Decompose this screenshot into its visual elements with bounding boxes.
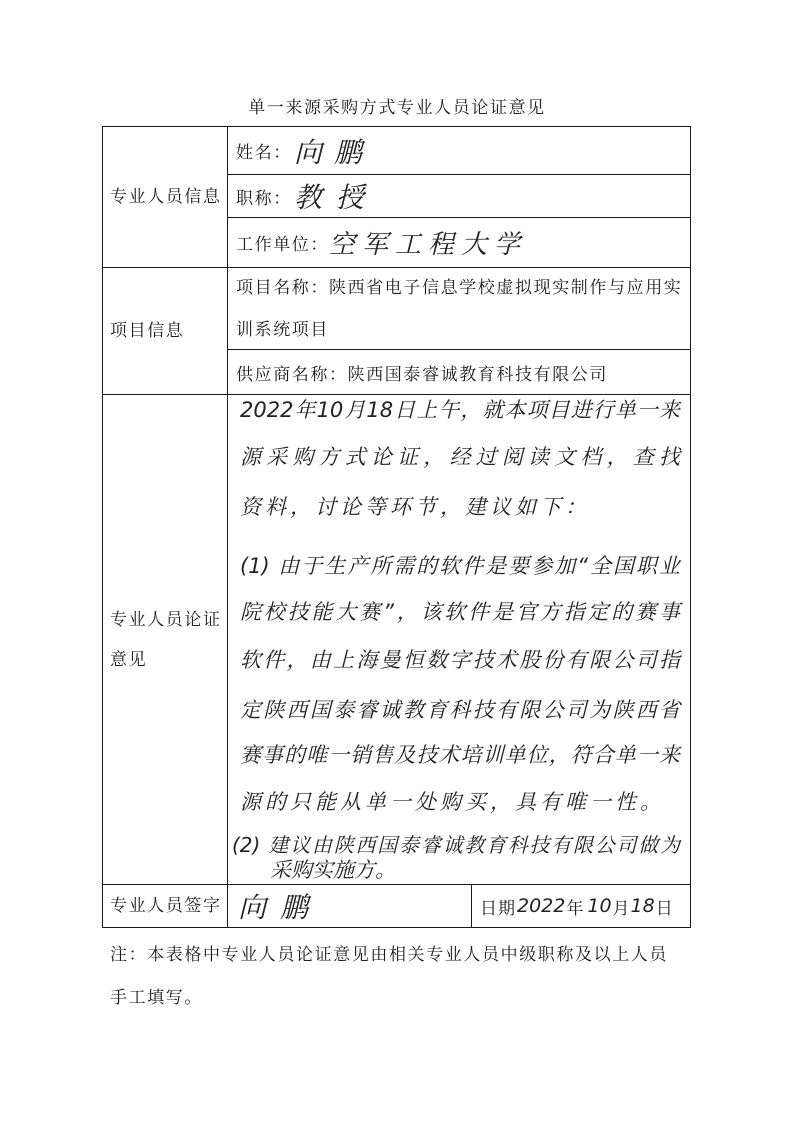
opinion-line: (2) 建议由陕西国泰睿诚教育科技有限公司做为 xyxy=(232,833,680,857)
signature-label: 专业人员签字 xyxy=(110,896,222,916)
opinion-line: 源的只能从单一处购买，具有唯一性。 xyxy=(240,790,665,814)
job-title-handwritten-value: 教授 xyxy=(293,181,378,214)
expert-info-label: 专业人员信息 xyxy=(110,187,222,207)
opinion-line: (1) 由于生产所需的软件是要参加“全国职业 xyxy=(240,554,680,578)
opinion-section xyxy=(103,395,228,885)
project-name-value-part-1: 陕西省电子信息学校虚拟现实制作与应用实 xyxy=(329,277,683,298)
project-name-label: 项目名称： xyxy=(236,277,329,298)
date-month-handwritten: 10 xyxy=(587,895,612,917)
opinion-line: 采购实施方。 xyxy=(270,858,396,882)
opinion-line: 2022年10月18日上午，就本项目进行单一来 xyxy=(240,398,680,422)
opinion-line: 源采购方式论证，经过阅读文档，查找 xyxy=(240,445,680,469)
supplier-value: 陕西国泰睿诚教育科技有限公司 xyxy=(347,364,609,385)
work-unit-row xyxy=(228,218,691,268)
opinion-line: 赛事的唯一销售及技术培训单位，符合单一来 xyxy=(240,743,680,767)
project-name-line-1 xyxy=(236,267,690,309)
opinion-label-line-2: 意见 xyxy=(110,649,148,670)
project-info-label: 项目信息 xyxy=(110,321,185,341)
opinion-label-line-1: 专业人员论证 xyxy=(110,609,222,630)
opinion-line: 定陕西国泰睿诚教育科技有限公司为陕西省 xyxy=(240,698,680,722)
project-name-value-part-2: 训系统项目 xyxy=(236,319,329,340)
supplier-row xyxy=(228,350,691,395)
document-title: 单一来源采购方式专业人员论证意见 xyxy=(248,98,546,118)
project-info-section xyxy=(103,268,228,395)
signature-section xyxy=(103,885,228,928)
opinion-line: 软件，由上海曼恒数字技术股份有限公司指 xyxy=(240,648,680,672)
project-name-line-2 xyxy=(236,309,690,351)
opinion-line: 院校技能大赛”，该软件是官方指定的赛事 xyxy=(240,600,680,624)
form-table xyxy=(102,126,691,928)
work-unit-handwritten-value: 空军工程大学 xyxy=(329,230,528,260)
name-row xyxy=(228,127,691,175)
supplier-label: 供应商名称： xyxy=(236,364,348,385)
date-day-unit: 日 xyxy=(655,898,673,919)
name-handwritten-value: 向鹏 xyxy=(293,135,374,169)
opinion-handwritten-content xyxy=(228,395,691,885)
job-title-row xyxy=(228,175,691,218)
signature-cell xyxy=(228,885,472,928)
date-label: 日期 xyxy=(480,898,516,919)
name-label: 姓名： xyxy=(236,143,292,163)
date-month-unit: 月 xyxy=(612,898,630,919)
work-unit-label: 工作单位： xyxy=(236,235,329,255)
date-day-handwritten: 18 xyxy=(630,895,655,917)
date-year-unit: 年 xyxy=(566,898,584,919)
job-title-label: 职称： xyxy=(236,188,292,209)
date-year-handwritten: 2022 xyxy=(517,895,566,917)
footnote-line-1: 注：本表格中专业人员论证意见由相关专业人员中级职称及以上人员 xyxy=(110,945,668,965)
expert-info-section xyxy=(103,127,228,268)
handwritten-signature: 向鹏 xyxy=(238,891,323,924)
footnote-line-2: 手工填写。 xyxy=(110,988,203,1008)
opinion-line: 资料，讨论等环节，建议如下： xyxy=(240,495,590,519)
project-name-row xyxy=(228,268,691,350)
date-cell xyxy=(472,885,691,928)
